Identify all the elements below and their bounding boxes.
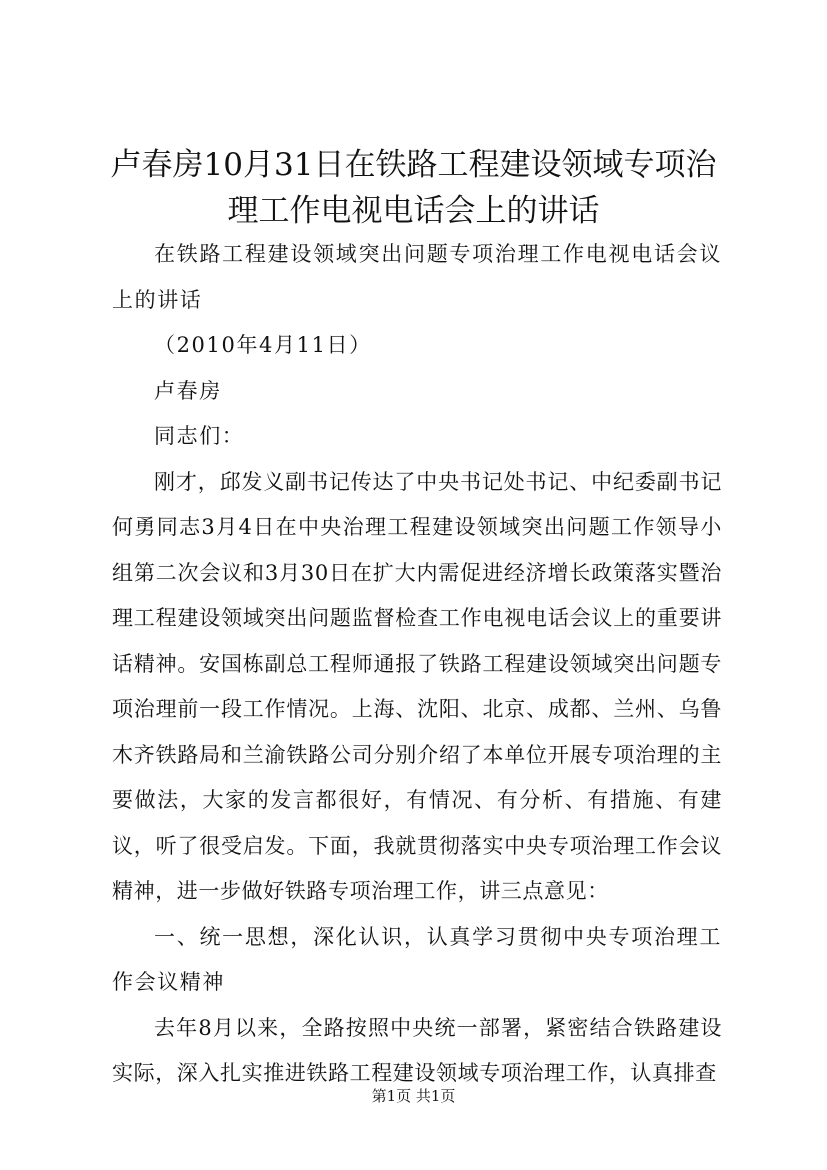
salutation: 同志们： — [154, 424, 245, 448]
document-title — [90, 142, 737, 234]
document-body — [112, 232, 722, 1097]
body-paragraph: 去年8月以来，全路按照中央统一部署，紧密结合铁路建设实际，深入扎实推进铁路工程建设领域专项治理工作，认真排查 — [112, 1015, 722, 1085]
section-heading: 一、统一思想，深化认识，认真学习贯彻中央专项治理工作会议精神 — [112, 924, 722, 994]
title-line-1: 卢春房10月31日在铁路工程建设领域专项治 — [110, 147, 717, 183]
page-footer: 第1页 共1页 — [371, 1087, 456, 1105]
body-paragraph: 刚才，邱发义副书记传达了中央书记处书记、中纪委副书记何勇同志3月4日在中央治理工程建设领域突出问题工作领导小组第二次会议和3月30日在扩大内需促进经济增长政策落实暨治理工程建设领域突出问题监督检查工作电视电话会议上的重要讲话精神。安国栋副总工程师通报了铁路工程建设领域突出问题专项治理前一段工作情况。上海、沈阳、北京、成都、兰州、乌鲁木齐铁路局和兰渝铁路公司分别介绍了本单位开展专项治理的主要做法，大家的发言都很好，有情况、有分析、有措施、有建议，听了很受启发。下面，我就贯彻落实中央专项治理工作会议精神，进一步做好铁路专项治理工作，讲三点意见： — [112, 469, 722, 903]
title-line-2: 理工作电视电话会上的讲话 — [227, 193, 600, 229]
speaker-name: 卢春房 — [154, 378, 222, 403]
subtitle-paragraph: 在铁路工程建设领域突出问题专项治理工作电视电话会议上的讲话 — [112, 242, 722, 312]
date-paragraph: （2010年4月11日） — [154, 333, 372, 357]
